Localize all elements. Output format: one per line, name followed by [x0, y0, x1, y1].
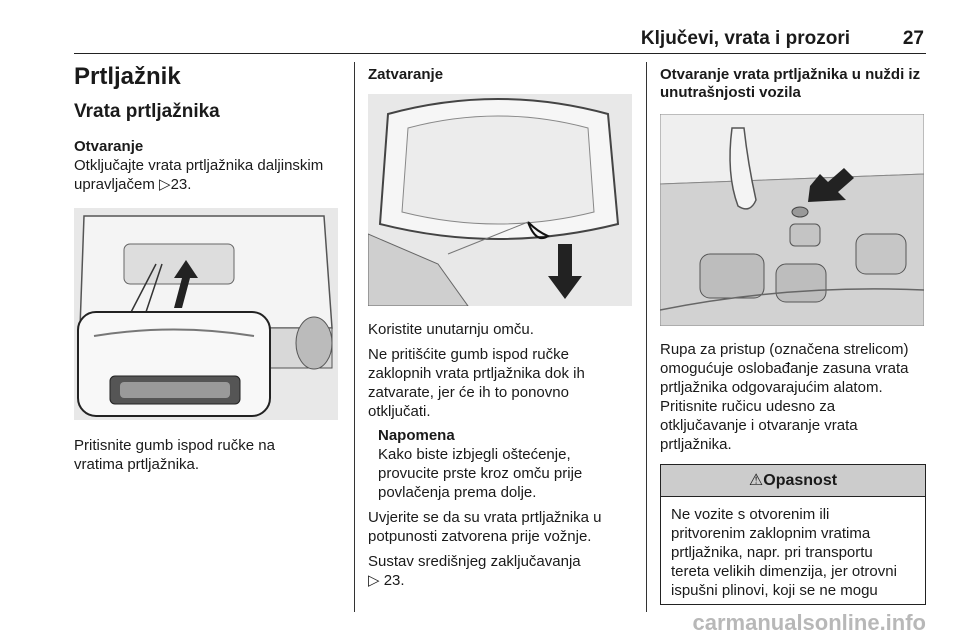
text-line: zatvarate, jer će ih to ponovno	[368, 384, 569, 401]
warning-triangle-icon: ⚠	[748, 472, 764, 489]
column-3	[660, 62, 926, 605]
text-line: Otvaranje vrata prtljažnika u nuždi iz	[660, 66, 921, 83]
paragraph	[368, 552, 634, 590]
watermark: carmanualsonline.info	[692, 610, 926, 635]
paragraph	[368, 508, 634, 546]
column-divider	[646, 62, 647, 612]
text-line: pritvorenim zaklopnim vratima	[671, 525, 871, 542]
column-divider	[354, 62, 355, 612]
text-line: Pritisnite gumb ispod ručke na	[74, 437, 275, 454]
text-line: Ne pritišćite gumb ispod ručke	[368, 346, 569, 363]
text-line: potpunosti zatvorena prije vožnje.	[368, 528, 592, 545]
note-block	[378, 427, 634, 502]
page-number: 27	[902, 28, 924, 49]
text-line: prtljažnika odgovarajućim alatom.	[660, 379, 883, 396]
text-line: Ne vozite s otvorenim ili	[671, 506, 830, 523]
text-line: prtljažnika, napr. pri transportu	[671, 544, 873, 561]
column-1	[74, 62, 344, 474]
text-line: Uvjerite se da su vrata prtljažnika u	[368, 509, 602, 526]
text-line: ispušni plinovi, koji se ne mogu	[671, 582, 878, 599]
danger-header	[661, 465, 925, 497]
text-line: unutrašnjosti vozila	[660, 84, 801, 101]
text-line: upravljačem	[74, 176, 155, 193]
text-line: Sustav središnjeg zaključavanja	[368, 553, 581, 570]
section-title: Prtljažnik	[74, 63, 181, 90]
header-title: Ključevi, vrata i prozori	[640, 28, 850, 49]
text-line: Otključajte vrata prtljažnika daljinskim	[74, 157, 324, 174]
note-title: Napomena	[378, 427, 455, 444]
subsection-title: Vrata prtljažnika	[74, 101, 220, 122]
heading-closing: Zatvaranje	[368, 66, 444, 83]
emergency-release-illustration	[660, 114, 924, 326]
text-line: otključavanje i otvaranje vrata	[660, 417, 858, 434]
page-reference-icon: ▷	[368, 572, 380, 589]
heading-opening: Otvaranje	[74, 138, 144, 155]
tailgate-closing-illustration	[368, 94, 632, 306]
paragraph: Koristite unutarnju omču.	[368, 321, 534, 338]
heading-emergency-opening	[660, 66, 926, 102]
emergency-release-drawing	[660, 114, 924, 326]
text-line: povlačenja prema dolje.	[378, 484, 537, 501]
page-reference[interactable]: 23.	[170, 176, 192, 193]
column-2	[368, 62, 634, 590]
paragraph	[74, 156, 344, 194]
paragraph	[74, 436, 344, 474]
paragraph	[660, 340, 926, 454]
danger-title: Opasnost	[763, 472, 838, 489]
text-line: provucite prste kroz omču prije	[378, 465, 583, 482]
danger-text	[661, 497, 925, 604]
tailgate-button-drawing	[74, 208, 338, 420]
text-line: zaklopnih vrata prtljažnika dok ih	[368, 365, 585, 382]
page-reference-icon: ▷	[159, 176, 171, 193]
page-reference[interactable]: 23.	[383, 572, 405, 589]
text-line: Pritisnite ručicu udesno za	[660, 398, 836, 415]
page-header	[74, 26, 926, 54]
text-line: Rupa za pristup (označena strelicom)	[660, 341, 909, 358]
danger-box	[660, 464, 926, 605]
text-line: vratima prtljažnika.	[74, 456, 200, 473]
text-line: omogućuje oslobađanje zasuna vrata	[660, 360, 909, 377]
text-line: otključati.	[368, 403, 431, 420]
paragraph	[368, 345, 634, 421]
text-line: tereta velikih dimenzija, jer otrovni	[671, 563, 897, 580]
text-line: Kako biste izbjegli oštećenje,	[378, 446, 571, 463]
note-text	[378, 445, 634, 502]
tailgate-closing-drawing	[368, 94, 632, 306]
text-line: prtljažnika.	[660, 436, 732, 453]
tailgate-button-illustration	[74, 208, 338, 420]
